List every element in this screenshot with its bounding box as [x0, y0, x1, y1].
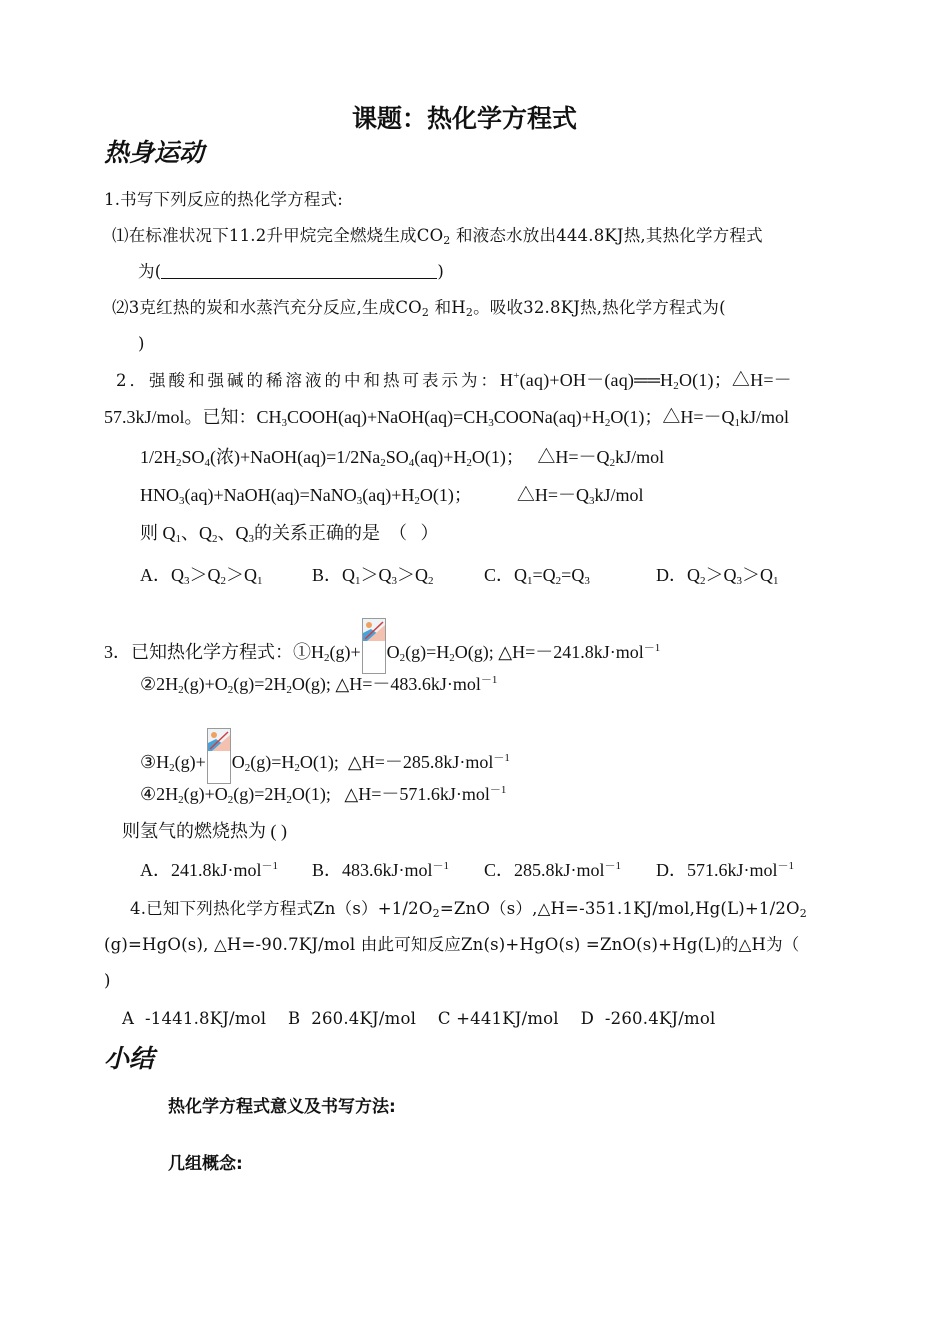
q3-line3: $③H_2(g)+$ $O_2(g)=H_2O(1)$; △H=－285.8kJ·mol$^{-1}$ [140, 728, 510, 784]
q3-line1: 3．已知热化学方程式：$①H_2(g)+$ $O_2(g)=H_2O(g)$; △H=－241.8kJ·mol$^{-1}$ [104, 618, 660, 674]
q3-option-c[interactable]: C．285.8kJ·mol$^{-1}$ [484, 860, 622, 880]
page-title: 课题：热化学方程式 [352, 104, 578, 133]
fraction-image-placeholder [362, 618, 386, 674]
fraction-image-placeholder [207, 728, 231, 784]
q3-options [140, 859, 794, 881]
q2-option-a[interactable]: A．$Q_3>Q_2>Q_1$ [140, 565, 263, 587]
q2-line1: 2．强酸和强碱的稀溶液的中和热可表示为：$H^+(aq)+OH-(aq)══H_2O(1)$；△H=－ [116, 370, 792, 392]
q2-option-c[interactable]: C．$Q_1=Q_2=Q_3$ [484, 565, 590, 587]
q1-part1-line1: ⑴在标准状况下11.2升甲烷完全燃烧生成$CO_2$ 和液态水放出444.8KJ热,其热化学方程式 [112, 226, 763, 247]
q3-option-b[interactable]: B．483.6kJ·mol$^{-1}$ [312, 860, 450, 880]
q2-line4: $HNO_3(aq)+NaOH(aq)=NaNO_3(aq)+H_2O(1)$； $\triangle H=-Q_3kJ$/mol [140, 485, 644, 507]
section-heading-summary: 小结 [104, 1044, 155, 1073]
q4-line2: (g)=HgO(s), △H=-90.7KJ/mol 由此可知反应Zn(s)+HgO(s) =ZnO(s)+Hg(L)的△H为（ [104, 935, 800, 954]
section-heading-warmup: 热身运动 [104, 138, 205, 167]
q3-line2: $②2H_2(g)+O_2(g)=2H_2O(g)$; △H=－483.6kJ·mol$^{-1}$ [140, 674, 498, 696]
q1-part1-line2: 为( ) [138, 262, 444, 281]
q1-intro: 1.书写下列反应的热化学方程式: [104, 190, 344, 209]
q1-part2-line1: ⑵3克红热的炭和水蒸汽充分反应,生成$CO_2$ 和$H_2$。吸收32.8KJ热,热化学方程式为( [112, 298, 726, 319]
q2-option-d[interactable]: D．$Q_2>Q_3>Q_1$ [656, 565, 779, 587]
q2-option-b[interactable]: B．$Q_1>Q_3>Q_2$ [312, 565, 434, 587]
q4-line1: 4.已知下列热化学方程式$Zn(s)+1/2O_2=ZnO(s),\triangle H=-351.1KJ/mol,Hg(L)+1/2O_2$ [130, 899, 807, 920]
q2-line3: $1/2H_2SO_4$(浓)$+NaOH(aq)=1/2Na_2SO_4(aq)+H_2O(1)$； $\triangle H=-Q_2kJ$/mol [140, 447, 665, 469]
answer-blank[interactable] [161, 262, 437, 279]
q2-line2: 57.3kJ/mol。已知：$CH_3COOH(aq)+NaOH(aq)=CH_3COONa(aq)+H_2O(1)$；$\triangle H=-Q_1kJ$/mol [104, 407, 790, 429]
q3-option-d[interactable]: D．571.6kJ·mol$^{-1}$ [656, 860, 794, 880]
q3-line5: 则氢气的燃烧热为 ( ) [122, 821, 287, 841]
summary-item-concepts: 几组概念: [168, 1154, 243, 1174]
q1-part2-line2: ) [138, 334, 145, 353]
q3-line4: $④2H_2(g)+O_2(g)=2H_2O(1)$; △H=－571.6kJ·mol$^{-1}$ [140, 784, 507, 806]
summary-item-meaning: 热化学方程式意义及书写方法: [168, 1097, 396, 1117]
q2-line5: 则 $Q_1$、$Q_2$、$Q_3$的关系正确的是 （ ） [140, 523, 439, 545]
q2-options [140, 564, 779, 586]
q3-option-a[interactable]: A．241.8kJ·mol$^{-1}$ [140, 860, 278, 880]
q4-options: A -1441.8KJ/mol B 260.4KJ/mol C +441KJ/mol D -260.4KJ/mol [122, 1009, 716, 1028]
q4-line3: ) [104, 971, 111, 990]
